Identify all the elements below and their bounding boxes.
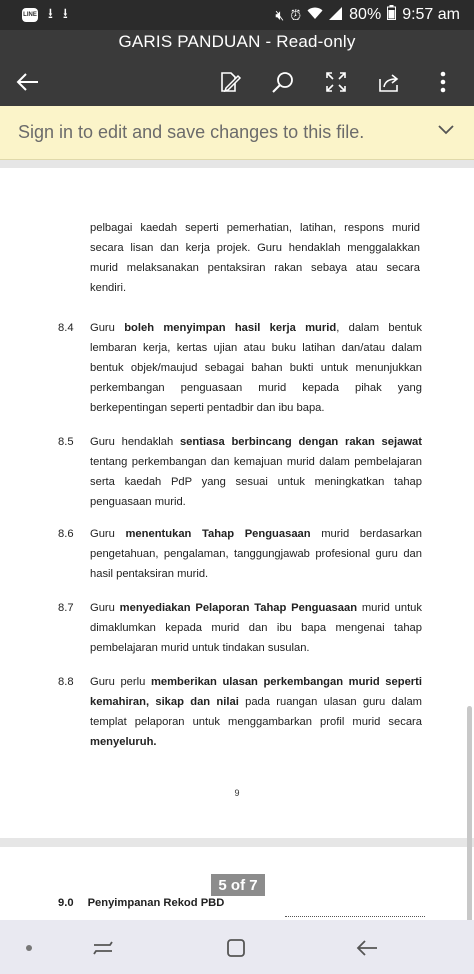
navigation-bar — [0, 920, 474, 974]
recents-icon[interactable] — [88, 933, 118, 963]
back-icon[interactable] — [352, 933, 382, 963]
document-page — [0, 168, 474, 838]
list-item-8-7 — [58, 598, 422, 658]
download-icon: ⭳ — [48, 5, 53, 21]
battery-level: 80% — [349, 6, 382, 23]
bold-text-run: memberikan ulasan perkembangan murid seperti kemahiran, sikap dan nilai — [90, 676, 422, 708]
text-run: murid berdasarkan pengetahuan, pengalaman, tanggungjawab profesional guru dan hasil pentaksiran murid. — [90, 528, 423, 580]
status-bar — [0, 0, 474, 30]
line-app-icon: LINE — [22, 8, 38, 22]
mute-icon: 🔇︎ — [275, 6, 285, 23]
bold-text-run: menentukan Tahap Penguasaan — [125, 528, 311, 540]
scrollbar-thumb[interactable] — [467, 706, 472, 926]
section-number: 9.0 — [58, 897, 74, 909]
bold-text-run: sentiasa berbincang dengan rakan sejawat — [179, 436, 422, 448]
text-run: tentang perkembangan dan kemajuan murid dalam pembelajaran serta kaedah PdP yang sesuai untuk meningkatkan tahap penguasaan murid. — [90, 456, 422, 508]
item-number: 8.4 — [58, 322, 74, 334]
bold-text-run: menyediakan Pelaporan Tahap Penguasaan — [119, 602, 358, 614]
dot-icon[interactable] — [14, 933, 44, 963]
more-vert-icon[interactable] — [427, 66, 459, 98]
sign-in-banner[interactable] — [0, 106, 474, 160]
item-number: 8.5 — [58, 436, 74, 448]
item-number: 8.8 — [58, 676, 74, 688]
item-text — [90, 318, 422, 418]
alarm-icon: ⏰︎ — [290, 6, 302, 23]
back-arrow-icon[interactable] — [11, 66, 43, 98]
item-text — [90, 524, 422, 584]
battery-icon — [387, 5, 396, 25]
text-run: Guru perlu — [90, 676, 151, 688]
text-run: Guru — [90, 528, 126, 540]
paragraph-continuation: pelbagai kaedah seperti pemerhatian, latihan, respons murid secara lisan dan kerja projek. Guru hendaklah menggalakkan murid melaksanakan pentaksiran rakan sebaya atau secara kendiri. — [90, 222, 420, 294]
app-bar — [0, 30, 474, 106]
text-run: Guru — [90, 322, 125, 334]
text-run: Guru hendaklah — [90, 436, 180, 448]
bold-text-run: boleh menyimpan hasil kerja murid — [124, 322, 337, 334]
section-heading — [58, 897, 238, 909]
bold-text-run: menyeluruh. — [90, 736, 157, 748]
clock: 9:57 am — [402, 6, 460, 23]
list-item-8-8 — [58, 672, 422, 752]
fullscreen-icon[interactable] — [320, 66, 352, 98]
text-run: , dalam bentuk lembaran kerja, kertas ujian atau buku latihan dan/atau dalam bentuk objek/maujud sebagai bahan bukti untuk menunjukkan perkembangan penguasaan murid kepada pihak yang berkepentingan seperti pentadbir dan ibu bapa. — [90, 322, 422, 414]
item-text — [90, 672, 422, 752]
list-item-8-5 — [58, 432, 422, 512]
share-icon[interactable] — [373, 66, 405, 98]
download-icon-2: ⭳ — [62, 5, 68, 21]
chevron-down-icon[interactable] — [438, 122, 454, 140]
text-run: Guru — [90, 602, 120, 614]
list-item-8-6 — [58, 524, 422, 584]
edit-document-icon[interactable] — [214, 66, 246, 98]
section-title: Penyimpanan Rekod PBD — [87, 897, 225, 909]
wifi-icon — [307, 7, 323, 23]
list-item-8-4 — [58, 318, 422, 418]
item-text — [90, 432, 422, 512]
item-number: 8.6 — [58, 528, 74, 540]
home-icon[interactable] — [221, 933, 251, 963]
cut-off-text — [285, 916, 425, 919]
text-run: pada ruangan ulasan guru dalam templat pelaporan untuk menggambarkan profil murid secara — [90, 696, 422, 728]
page-number: 9 — [234, 788, 240, 798]
sign-in-message[interactable]: Sign in to edit and save changes to this file. — [18, 122, 365, 142]
signal-icon — [329, 7, 343, 23]
item-text — [90, 598, 422, 658]
page-indicator: 5 of 7 — [211, 874, 265, 896]
item-number: 8.7 — [58, 602, 74, 614]
document-title: GARIS PANDUAN - Read-only — [118, 32, 356, 51]
search-icon[interactable] — [267, 66, 299, 98]
text-run: murid untuk dimaklumkan kepada murid dan ibu bapa mengenai tahap pembelajaran murid untuk tindakan susulan. — [90, 602, 422, 654]
